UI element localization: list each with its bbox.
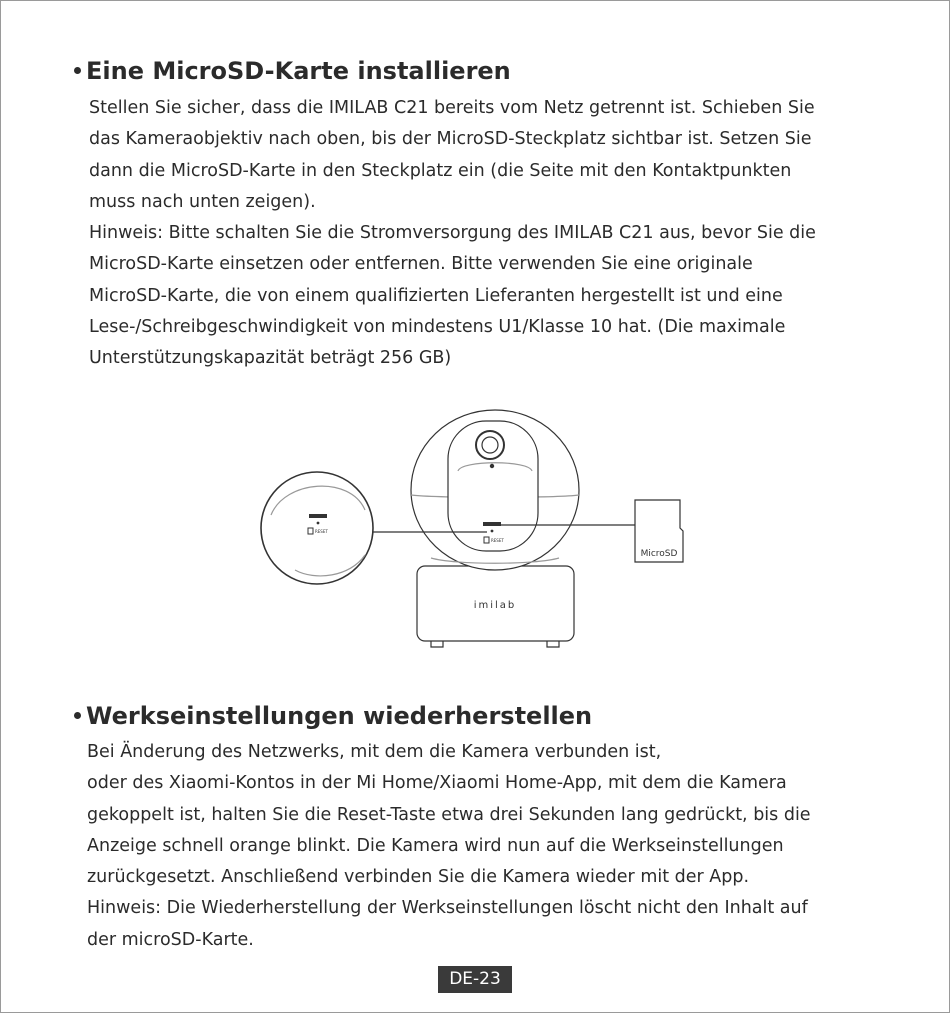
body-line: muss nach unten zeigen).: [89, 191, 316, 212]
body-line: Hinweis: Bitte schalten Sie die Stromversorgung des IMILAB C21 aus, bevor Sie die: [89, 223, 816, 244]
camera-base: [417, 566, 574, 647]
body-line: der microSD-Karte.: [87, 929, 254, 950]
camera-illustration: [255, 405, 695, 660]
body-line: Stellen Sie sicher, dass die IMILAB C21 bereits vom Netz getrennt ist. Schieben Sie: [89, 98, 815, 118]
reset-label-zoom: RESET: [315, 529, 328, 534]
body-line: gekoppelt ist, halten Sie die Reset-Taste etwa drei Sekunden lang gedrückt, bis die: [87, 804, 811, 825]
body-line: MicroSD-Karte, die von einem qualifizierten Lieferanten hergestellt ist und eine: [89, 285, 783, 306]
section-install-microsd: [74, 56, 894, 375]
heading-text: Eine MicroSD-Karte installieren: [86, 57, 511, 85]
body-line: Lese-/Schreibgeschwindigkeit von mindestens U1/Klasse 10 hat. (Die maximale: [89, 317, 786, 338]
section-heading: [74, 56, 894, 86]
section-body: [74, 93, 894, 375]
body-line: MicroSD-Karte einsetzen oder entfernen. Bitte verwenden Sie eine originale: [89, 254, 753, 275]
zoom-detail: [261, 472, 373, 584]
body-line: Bei Änderung des Netzwerks, mit dem die Kamera verbunden ist,: [87, 742, 662, 762]
body-line: Hinweis: Die Wiederherstellung der Werkseinstellungen löscht nicht den Inhalt auf: [87, 898, 808, 919]
body-line: das Kameraobjektiv nach oben, bis der MicroSD-Steckplatz sichtbar ist. Setzen Sie: [89, 129, 812, 150]
section-factory-reset: [74, 701, 894, 956]
microsd-card: [635, 500, 683, 562]
body-line: oder des Xiaomi-Kontos in der Mi Home/Xiaomi Home-App, mit dem die Kamera: [87, 773, 787, 794]
body-line: Unterstützungskapazität beträgt 256 GB): [89, 348, 452, 369]
camera-head: [411, 410, 579, 570]
body-line: Anzeige schnell orange blinkt. Die Kamera wird nun auf die Werkseinstellungen: [87, 835, 784, 856]
body-line: zurückgesetzt. Anschließend verbinden Sie die Kamera wieder mit der App.: [87, 867, 750, 888]
body-line: dann die MicroSD-Karte in den Steckplatz ein (die Seite mit den Kontaktpunkten: [89, 160, 792, 181]
reset-label: RESET: [491, 538, 504, 543]
section-body: [74, 737, 894, 956]
section-heading: [74, 701, 894, 731]
bullet-icon: [74, 67, 81, 74]
page-number: DE-23: [438, 966, 512, 993]
microsd-label: MicroSD: [640, 549, 678, 559]
heading-text: Werkseinstellungen wiederherstellen: [86, 702, 593, 730]
brand-label: imilab: [473, 600, 517, 611]
bullet-icon: [74, 712, 81, 719]
